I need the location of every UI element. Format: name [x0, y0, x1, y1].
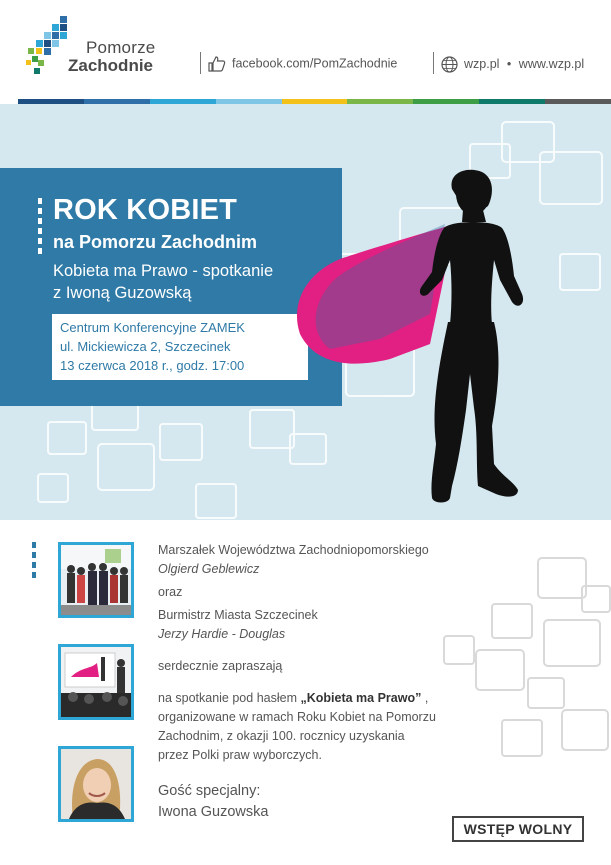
meeting-prefix: na spotkanie pod hasłem	[158, 691, 301, 705]
event-title: ROK KOBIET	[53, 194, 238, 226]
photo-guest-portrait	[58, 746, 134, 822]
photo-group	[58, 542, 134, 618]
guest-name: Iwona Guzowska	[158, 804, 269, 820]
meeting-suffix: ,	[421, 691, 429, 705]
header-separator	[200, 52, 201, 74]
free-entry-badge: WSTĘP WOLNY	[452, 816, 584, 842]
header	[0, 0, 611, 100]
meeting-line2: organizowane w ramach Roku Kobiet na Pomorzu	[158, 710, 436, 724]
host1-name: Olgierd Geblewicz	[158, 562, 260, 576]
invite-text: serdecznie zapraszają	[158, 659, 283, 673]
invitation-section	[0, 520, 611, 865]
group-photo-image	[61, 545, 131, 615]
bullet-separator: •	[506, 56, 512, 71]
photo-conference	[58, 644, 134, 720]
logo-text-pomorze: Pomorze	[86, 38, 156, 57]
event-description-line2: z Iwoną Guzowską	[53, 284, 192, 302]
venue-text: Centrum Konferencyjne ZAMEK	[60, 320, 245, 335]
guest-label: Gość specjalny:	[158, 783, 261, 799]
wzp-site-text: www.wzp.pl	[518, 56, 585, 71]
host2-title: Burmistrz Miasta Szczecinek	[158, 608, 318, 622]
header-separator	[433, 52, 434, 74]
facebook-text: facebook.com/PomZachodnie	[232, 56, 398, 71]
meeting-line3: Zachodnim, z okazji 100. rocznicy uzyskania	[158, 729, 405, 743]
meeting-slogan: „Kobieta ma Prawo”	[300, 691, 422, 705]
pomorze-zachodnie-logo	[24, 16, 174, 78]
datetime-text: 13 czerwca 2018 r., godz. 17:00	[60, 358, 245, 373]
address-text: ul. Mickiewicza 2, Szczecinek	[60, 339, 231, 354]
event-details-box	[52, 314, 308, 380]
dotted-accent	[38, 198, 42, 258]
wzp-link[interactable]	[441, 56, 584, 73]
dotted-accent	[32, 542, 36, 582]
guest-portrait-image	[61, 749, 131, 819]
facebook-link[interactable]	[208, 56, 397, 72]
host2-name: Jerzy Hardie - Douglas	[158, 627, 286, 641]
and-text: oraz	[158, 585, 183, 599]
host1-title: Marszałek Województwa Zachodniopomorskiego	[158, 543, 429, 557]
thumbs-up-icon	[208, 56, 226, 72]
meeting-line1	[158, 690, 428, 707]
superwoman-silhouette-icon	[280, 164, 540, 504]
hero-banner	[0, 104, 611, 520]
wzp-short-text: wzp.pl	[464, 56, 500, 71]
logo-text-zachodnie: Zachodnie	[68, 56, 154, 75]
meeting-line4: przez Polki praw wyborczych.	[158, 748, 322, 762]
event-subtitle: na Pomorzu Zachodnim	[53, 232, 258, 252]
event-description-line1: Kobieta ma Prawo - spotkanie	[53, 262, 274, 280]
conference-photo-image	[61, 647, 131, 717]
decorative-squares	[432, 550, 611, 770]
globe-icon	[441, 56, 458, 73]
